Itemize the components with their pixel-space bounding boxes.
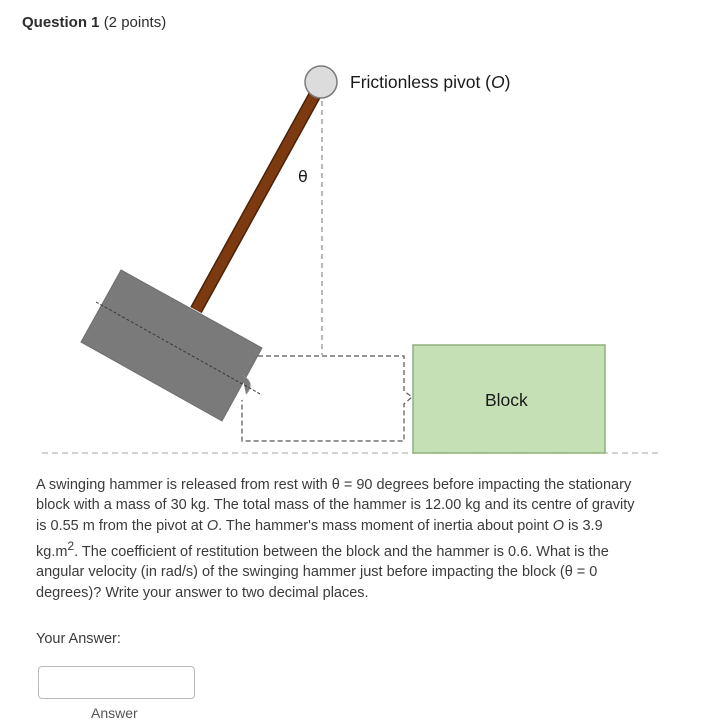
answer-caption: Answer	[91, 705, 138, 721]
pivot-icon	[305, 66, 337, 98]
question-title: Question 1	[22, 14, 100, 31]
question-text: A swinging hammer is released from rest with θ = 90 degrees before impacting the stationary block with a mass of 30 kg. The total mass of the hammer is 12.00 kg and its centre of gravity is 0.55 m from the pivot at O. The hammer's mass moment of inertia about point O is 3.9 $kg.m^2$. The coefficient of restitution between the block and the hammer is 0.6. What is the angular velocity (in rad/s) of the swinging hammer just before impacting the block (θ = 0 degrees)? Write your answer to two decimal places.	[36, 477, 635, 601]
block-label: Block	[485, 390, 528, 410]
impact-position-outline	[242, 356, 412, 441]
question-points: (2 points)	[103, 14, 167, 31]
your-answer-label: Your Answer:	[36, 631, 121, 647]
pivot-label: Frictionless pivot (O)	[350, 72, 511, 92]
answer-input[interactable]	[38, 666, 195, 699]
theta-label: θ	[298, 167, 308, 186]
hammer-nub	[242, 375, 250, 394]
hammer-head	[81, 270, 262, 421]
